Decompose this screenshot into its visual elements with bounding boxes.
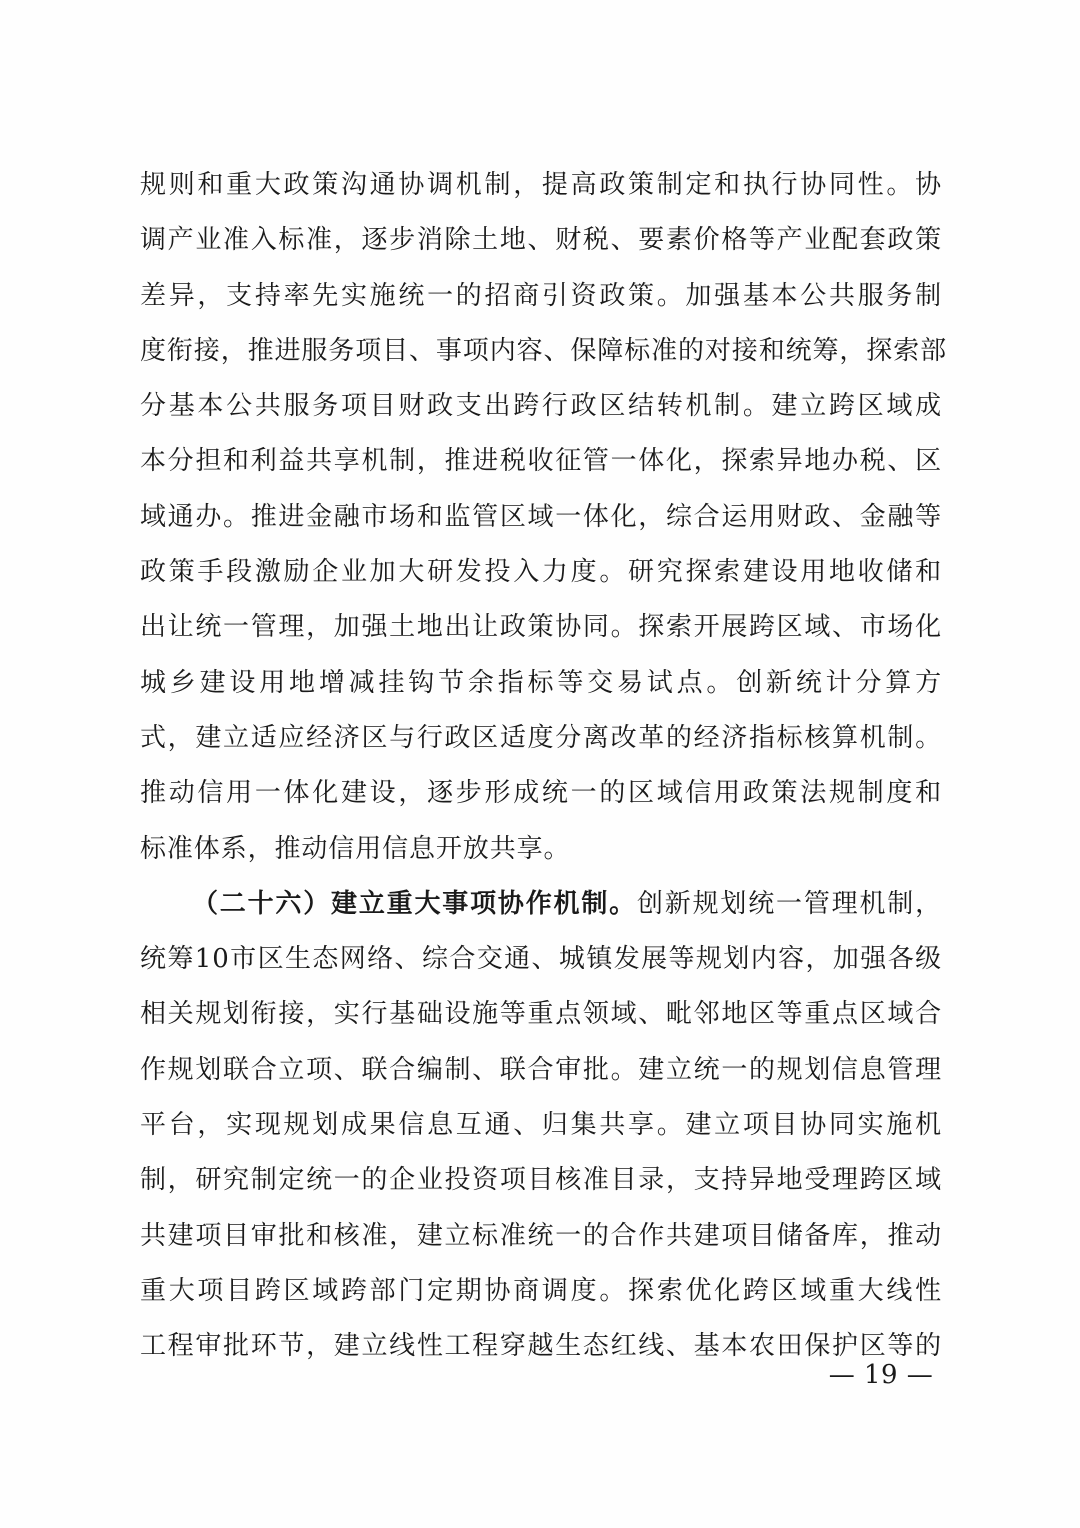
section-heading-rest: 创新规划统一管理机制， <box>636 888 942 919</box>
body-text <box>140 158 948 1375</box>
text-line: 重大项目跨区域跨部门定期协商调度。探索优化跨区域重大线性 <box>140 1275 942 1306</box>
text-line: 分基本公共服务项目财政支出跨行政区结转机制。建立跨区域成 <box>140 391 942 422</box>
text-line: 式，建立适应经济区与行政区适度分离改革的经济指标核算机制。 <box>140 722 942 753</box>
text-line: 平台，实现规划成果信息互通、归集共享。建立项目协同实施机 <box>140 1110 942 1141</box>
text-line: 推动信用一体化建设，逐步形成统一的区域信用政策法规制度和 <box>140 778 942 809</box>
text-line: 作规划联合立项、联合编制、联合审批。建立统一的规划信息管理 <box>140 1054 942 1085</box>
text-line: 制，研究制定统一的企业投资项目核准目录，支持异地受理跨区域 <box>140 1165 942 1196</box>
text-line: 本分担和利益共享机制，推进税收征管一体化，探索异地办税、区 <box>140 446 942 477</box>
section-heading: （二十六）建立重大事项协作机制。 <box>192 888 637 919</box>
text-line: 规则和重大政策沟通协调机制，提高政策制定和执行协同性。协 <box>140 170 942 200</box>
text-line: 政策手段激励企业加大研发投入力度。研究探索建设用地收储和 <box>140 557 942 588</box>
text-line: 出让统一管理，加强土地出让政策协同。探索开展跨区域、市场化 <box>140 612 942 643</box>
text-line: 共建项目审批和核准，建立标准统一的合作共建项目储备库，推动 <box>140 1220 942 1251</box>
text-line: 城乡建设用地增减挂钩节余指标等交易试点。创新统计分算方 <box>140 667 942 698</box>
text-line: 标准体系，推动信用信息开放共享。 <box>140 833 571 864</box>
text-line: 工程审批环节，建立线性工程穿越生态红线、基本农田保护区等的 <box>140 1331 942 1362</box>
text-line: 调产业准入标准，逐步消除土地、财税、要素价格等产业配套政策 <box>140 225 942 256</box>
text-line: 相关规划衔接，实行基础设施等重点领域、毗邻地区等重点区域合 <box>140 999 942 1030</box>
page-number: — 19 — <box>828 1360 934 1390</box>
text-line: 统筹10市区生态网络、综合交通、城镇发展等规划内容，加强各级 <box>140 944 942 975</box>
section-heading-line <box>140 877 942 932</box>
text-line: 差异，支持率先实施统一的招商引资政策。加强基本公共服务制 <box>140 280 942 311</box>
text-line: 度衔接，推进服务项目、事项内容、保障标准的对接和统筹，探索部 <box>140 335 948 366</box>
text-line: 域通办。推进金融市场和监管区域一体化，综合运用财政、金融等 <box>140 501 942 532</box>
